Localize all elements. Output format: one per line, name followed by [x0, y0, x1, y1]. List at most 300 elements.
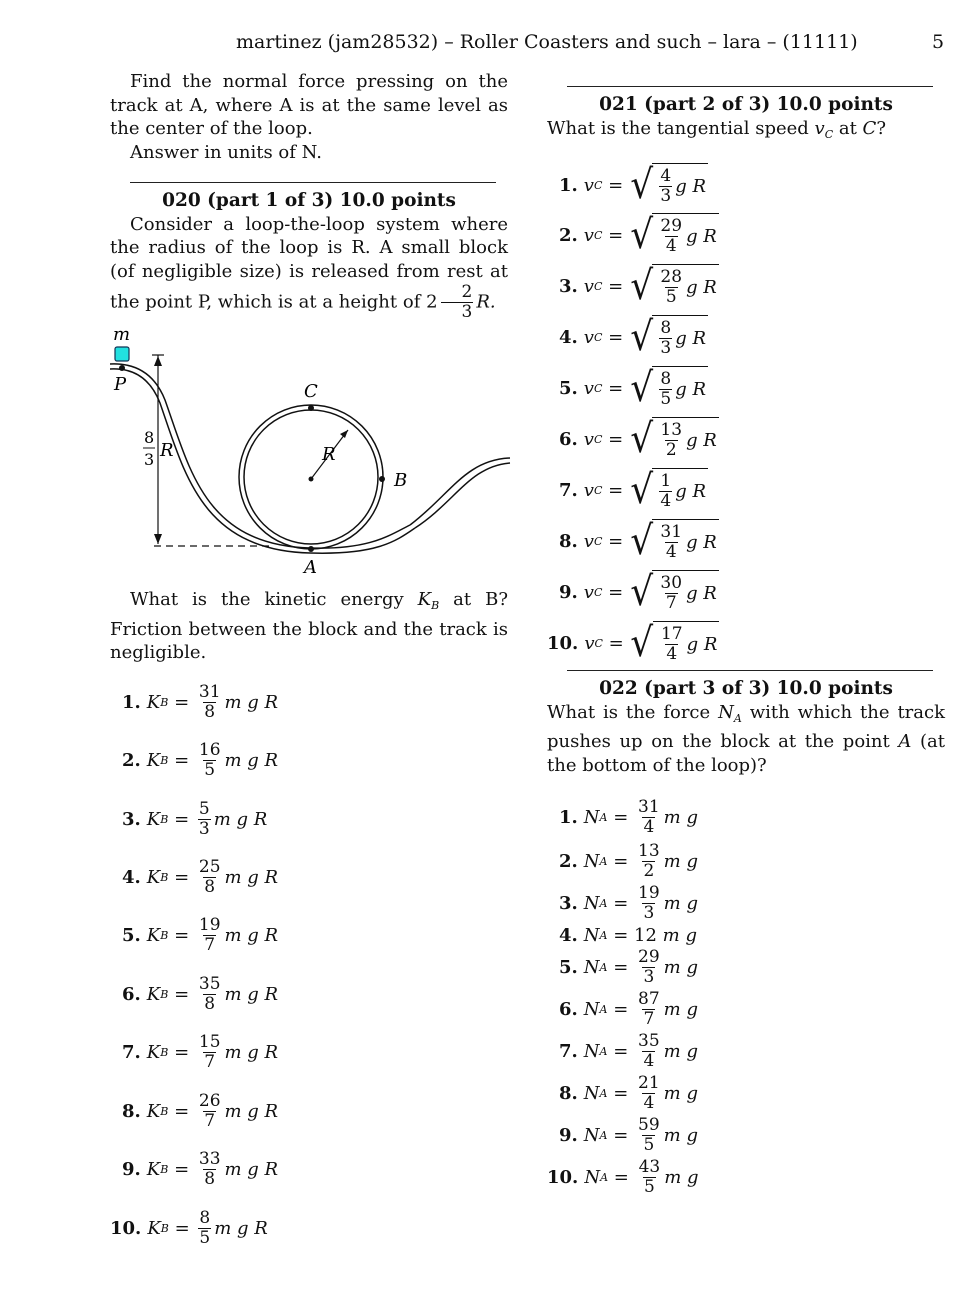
kb-units: m g R — [224, 692, 279, 713]
vc-fraction — [659, 574, 683, 613]
kb-fraction-num: 26 — [198, 1091, 221, 1111]
equals: = — [602, 224, 629, 246]
kb-subscript: B — [160, 1105, 169, 1118]
kb-fraction-num: 8 — [199, 1208, 211, 1228]
kb-fraction-den: 7 — [204, 935, 216, 955]
na-fraction-den: 4 — [643, 817, 655, 837]
kb-fraction-num: 19 — [198, 915, 221, 935]
vc-subscript: C — [593, 534, 603, 548]
section-divider — [130, 182, 496, 183]
option-number: 8. — [559, 1083, 578, 1104]
option-number: 5. — [559, 957, 578, 978]
sqrt-body — [652, 519, 718, 563]
kb-units: m g R — [224, 984, 279, 1005]
vc-units: g R — [686, 583, 717, 604]
na-units: m g — [663, 1041, 698, 1062]
na-fraction — [637, 948, 661, 987]
equals: = — [168, 867, 195, 888]
vc-option[interactable] — [559, 366, 708, 410]
kb-option[interactable] — [110, 1209, 268, 1248]
equals: = — [608, 1167, 635, 1188]
na-fraction-num: 21 — [638, 1073, 660, 1093]
question-021-text: What is the tangential speed $v_C$ at C? — [547, 117, 886, 141]
kb-option[interactable] — [122, 858, 278, 897]
kb-option[interactable] — [122, 800, 267, 839]
vc-subscript: C — [593, 585, 603, 599]
equals: = — [607, 1041, 635, 1062]
vc-symbol: v — [583, 530, 594, 552]
kb-fraction-den: 3 — [198, 819, 210, 839]
na-option[interactable] — [559, 1032, 698, 1071]
track-exit-inner — [415, 463, 510, 528]
option-number: 9. — [122, 1159, 141, 1180]
equals: = — [602, 377, 629, 399]
kb-symbol: K — [147, 1218, 161, 1239]
option-number: 4. — [559, 326, 578, 348]
label-height-num: 8 — [144, 428, 155, 447]
vc-fraction-num: 30 — [660, 573, 683, 593]
kb-fraction-den: 7 — [204, 1111, 216, 1131]
na-option[interactable] — [547, 1158, 699, 1197]
sqrt — [629, 621, 719, 665]
option-number: 5. — [122, 925, 141, 946]
vc-units: g R — [675, 328, 707, 349]
intro-paragraph: Find the normal force pressing on the track at A, where A is at the same level as the center of the loop. — [110, 71, 508, 139]
vc-fraction-num: 13 — [660, 420, 683, 440]
equals: = — [168, 1042, 195, 1063]
option-number: 6. — [559, 428, 578, 450]
na-fraction-den: 3 — [643, 967, 655, 987]
na-subscript: A — [599, 1003, 608, 1016]
right-column — [547, 70, 945, 146]
vc-option[interactable] — [559, 468, 708, 512]
option-number: 8. — [559, 530, 578, 552]
na-symbol: N — [583, 957, 600, 978]
na-option[interactable] — [559, 842, 698, 881]
kb-fraction-num: 33 — [198, 1149, 221, 1169]
na-fraction-num: 29 — [638, 947, 660, 967]
kb-subscript: B — [160, 1222, 169, 1235]
vc-fraction-num: 31 — [660, 522, 683, 542]
label-A: A — [304, 557, 317, 578]
option-number: 2. — [559, 851, 578, 872]
equals: = — [607, 893, 635, 914]
kb-symbol: K — [146, 1159, 161, 1180]
sqrt — [629, 417, 719, 461]
sqrt-body — [652, 417, 718, 461]
vc-fraction-den: 7 — [665, 593, 677, 613]
na-symbol: N — [583, 893, 600, 914]
center-dot — [309, 477, 314, 482]
na-fraction-den: 4 — [643, 1051, 655, 1071]
kb-option[interactable] — [122, 916, 278, 955]
sqrt — [629, 366, 708, 410]
kb-symbol: K — [146, 809, 161, 830]
vc-fraction-den: 4 — [665, 542, 677, 562]
na-subscript: A — [600, 1171, 609, 1184]
kb-units: m g R — [224, 1101, 279, 1122]
question-020-end: R. — [476, 291, 496, 313]
kb-symbol: K — [146, 750, 161, 771]
sqrt-sign: √ — [630, 314, 654, 360]
sqrt — [629, 213, 719, 257]
kb-subscript: B — [160, 754, 169, 767]
na-option[interactable] — [559, 1074, 698, 1113]
vc-fraction — [659, 268, 683, 307]
question-021-heading: 021 (part 2 of 3) 10.0 points — [599, 94, 893, 115]
vc-units: g R — [675, 481, 707, 502]
sqrt-body — [652, 213, 718, 257]
na-fraction — [637, 884, 661, 923]
na-symbol: N — [583, 807, 600, 828]
vc-fraction-den: 4 — [665, 236, 677, 256]
na-symbol: N — [583, 1041, 600, 1062]
option-number: 6. — [559, 999, 578, 1020]
section-divider-022 — [567, 670, 933, 671]
na-fraction — [638, 1158, 662, 1197]
na-units: m g — [663, 893, 698, 914]
na-fraction — [637, 1032, 661, 1071]
equals: = — [607, 925, 635, 946]
vc-units: g R — [686, 634, 718, 655]
equals: = — [607, 999, 635, 1020]
kb-fraction-num: 16 — [198, 740, 221, 760]
sqrt — [629, 163, 708, 207]
kb-fraction-den: 8 — [204, 1169, 216, 1189]
question-020-prompt — [110, 588, 508, 665]
sqrt — [629, 468, 708, 512]
vc-subscript: C — [593, 381, 603, 395]
vc-symbol: v — [583, 479, 594, 501]
vc-fraction-den: 5 — [665, 287, 677, 307]
na-symbol: N — [583, 1083, 600, 1104]
equals: = — [168, 1101, 195, 1122]
kb-units: m g R — [224, 1159, 279, 1180]
option-number: 1. — [559, 807, 578, 828]
vc-symbol: v — [584, 632, 595, 654]
na-option[interactable] — [559, 948, 698, 987]
question-020-body: Consider a loop-the-loop system where the radius of the loop is R. A small block (of negligible size) is released from rest at the point P, which is at a height of 2 — [110, 213, 508, 313]
na-units: m g — [663, 999, 698, 1020]
na-subscript: A — [599, 811, 608, 824]
na-fraction-den: 5 — [643, 1135, 655, 1155]
sqrt-body — [652, 570, 718, 614]
kb-fraction-den: 8 — [204, 877, 216, 897]
label-height-R: R — [160, 440, 174, 461]
equals: = — [602, 479, 629, 501]
height-arrow-up — [154, 356, 162, 366]
vc-subscript: C — [593, 330, 603, 344]
option-number: 1. — [559, 174, 578, 196]
vc-fraction — [659, 523, 683, 562]
na-option[interactable] — [559, 990, 698, 1029]
kb-fraction-num: 25 — [198, 857, 221, 877]
option-number: 7. — [559, 1041, 578, 1062]
vc-fraction-num: 29 — [660, 216, 683, 236]
kb-option[interactable] — [122, 683, 278, 722]
option-number: 2. — [559, 224, 578, 246]
na-units: m g — [663, 1083, 698, 1104]
na-units: m g — [663, 807, 698, 828]
height-arrow-down — [154, 534, 162, 544]
kb-fraction — [198, 916, 222, 955]
kb-symbol: K — [146, 692, 161, 713]
question-020-text — [110, 213, 508, 323]
na-units: m g — [664, 1167, 699, 1188]
vc-fraction — [659, 370, 672, 409]
kb-symbol: K — [146, 925, 161, 946]
na-units: m g — [662, 925, 697, 946]
point-B-dot — [379, 476, 385, 482]
kb-fraction-den: 5 — [199, 1228, 211, 1248]
vc-symbol: v — [583, 581, 594, 603]
equals: = — [168, 1218, 196, 1239]
kb-symbol: K — [146, 1042, 161, 1063]
na-fraction-num: 31 — [638, 797, 660, 817]
vc-fraction-num: 28 — [660, 267, 683, 287]
na-symbol: N — [583, 851, 600, 872]
kb-fraction — [198, 858, 222, 897]
kb-option[interactable] — [122, 1150, 278, 1189]
equals: = — [168, 1159, 195, 1180]
track-inner — [110, 369, 415, 553]
vc-option[interactable] — [559, 315, 708, 359]
label-C: C — [304, 381, 318, 402]
na-subscript: A — [599, 1045, 608, 1058]
vc-option[interactable] — [559, 519, 719, 563]
equals: = — [602, 581, 629, 603]
vc-subscript: C — [593, 432, 603, 446]
sqrt-sign: √ — [630, 263, 654, 309]
sqrt — [629, 264, 719, 308]
na-symbol: N — [583, 999, 600, 1020]
vc-subscript: C — [593, 279, 603, 293]
vc-fraction — [659, 421, 683, 460]
option-number: 3. — [122, 809, 141, 830]
q020-prompt-post: at B? Friction between the block and the track is negligible. — [110, 589, 508, 663]
question-020-heading: 020 (part 1 of 3) 10.0 points — [162, 190, 456, 211]
option-number: 9. — [559, 581, 578, 603]
vc-fraction-num: 4 — [660, 166, 672, 186]
kb-fraction-den: 8 — [204, 994, 216, 1014]
label-m: m — [113, 324, 131, 345]
na-fraction — [637, 842, 661, 881]
equals: = — [607, 851, 635, 872]
kb-fraction-num: 31 — [198, 682, 221, 702]
kb-fraction-num: 35 — [198, 974, 221, 994]
sqrt-body — [652, 264, 718, 308]
option-number: 10. — [547, 632, 579, 654]
option-number: 7. — [122, 1042, 141, 1063]
na-fraction-den: 4 — [643, 1093, 655, 1113]
na-fraction-num: 13 — [638, 841, 660, 861]
label-P: P — [114, 374, 127, 395]
kb-fraction — [198, 1033, 222, 1072]
na-subscript: A — [599, 961, 608, 974]
option-number: 5. — [559, 377, 578, 399]
sqrt-sign: √ — [630, 569, 654, 615]
vc-fraction-num: 17 — [660, 624, 683, 644]
intro-answer-units: Answer in units of N. — [130, 141, 322, 163]
kb-symbol: K — [146, 984, 161, 1005]
kb-option[interactable] — [122, 1033, 278, 1072]
sqrt-sign: √ — [630, 518, 654, 564]
vc-symbol: v — [583, 377, 594, 399]
point-C-dot — [308, 405, 314, 411]
vc-units: g R — [686, 277, 717, 298]
vc-option[interactable] — [559, 417, 719, 461]
option-number: 3. — [559, 893, 578, 914]
kb-units: m g R — [224, 750, 279, 771]
vc-fraction-num: 8 — [660, 318, 672, 338]
kb-fraction-num: 15 — [198, 1032, 221, 1052]
na-fraction-den: 7 — [643, 1009, 655, 1029]
vc-units: g R — [686, 226, 717, 247]
vc-fraction-den: 3 — [660, 338, 672, 358]
kb-option[interactable] — [122, 975, 278, 1014]
sqrt-sign: √ — [630, 365, 654, 411]
vc-fraction — [659, 167, 672, 206]
equals: = — [602, 530, 629, 552]
vc-option[interactable] — [559, 570, 719, 614]
block-mass — [115, 347, 129, 361]
sqrt-body — [653, 621, 719, 665]
na-subscript: A — [599, 1129, 608, 1142]
equals: = — [602, 275, 629, 297]
sqrt-sign: √ — [630, 620, 654, 666]
option-number: 4. — [122, 867, 141, 888]
page-number: 5 — [932, 31, 945, 53]
height-fraction — [441, 283, 474, 322]
kb-symbol: K — [146, 1101, 161, 1122]
na-fraction-num: 59 — [638, 1115, 660, 1135]
vc-subscript: C — [593, 228, 603, 242]
equals: = — [168, 984, 195, 1005]
vc-units: g R — [686, 430, 717, 451]
na-option[interactable] — [559, 925, 697, 946]
vc-option[interactable] — [559, 213, 719, 257]
kb-fraction — [198, 741, 222, 780]
height-fraction-den: 3 — [441, 302, 474, 322]
page-header — [0, 31, 958, 55]
na-fraction — [637, 798, 661, 837]
vc-symbol: v — [583, 326, 594, 348]
sqrt — [629, 519, 719, 563]
kb-fraction — [198, 975, 222, 1014]
na-symbol: N — [584, 1167, 601, 1188]
vc-fraction — [659, 217, 683, 256]
sqrt-body — [652, 163, 708, 207]
vc-subscript: C — [593, 178, 603, 192]
vc-symbol: v — [583, 174, 594, 196]
kb-fraction-den: 8 — [204, 702, 216, 722]
vc-subscript: C — [593, 483, 603, 497]
vc-symbol: v — [583, 224, 594, 246]
na-whole: 12 — [634, 925, 663, 946]
equals: = — [168, 692, 195, 713]
kb-units: m g R — [224, 925, 279, 946]
kb-option[interactable] — [122, 1092, 278, 1131]
na-units: m g — [663, 957, 698, 978]
na-units: m g — [663, 851, 698, 872]
na-fraction-num: 43 — [638, 1157, 661, 1177]
equals: = — [602, 174, 629, 196]
kb-subscript: B — [160, 696, 169, 709]
equals: = — [607, 1125, 635, 1146]
question-022-heading: 022 (part 3 of 3) 10.0 points — [599, 678, 893, 699]
na-subscript: A — [599, 929, 608, 942]
label-height-den: 3 — [144, 450, 155, 469]
equals: = — [607, 807, 635, 828]
vc-option[interactable] — [547, 621, 719, 665]
sqrt — [629, 570, 719, 614]
equals: = — [168, 809, 195, 830]
q020-prompt-pre: What is the kinetic energy — [130, 589, 418, 610]
vc-fraction-den: 5 — [660, 389, 672, 409]
kb-option[interactable] — [122, 741, 278, 780]
na-option[interactable] — [559, 1116, 698, 1155]
option-number: 2. — [122, 750, 141, 771]
option-number: 7. — [559, 479, 578, 501]
height-fraction-num: 2 — [461, 282, 473, 302]
label-B: B — [394, 470, 408, 491]
kb-units: m g R — [224, 867, 279, 888]
sqrt-body — [652, 315, 708, 359]
kb-subscript: B — [160, 929, 169, 942]
equals: = — [168, 750, 195, 771]
section-divider-021 — [567, 86, 933, 87]
vc-symbol: v — [583, 275, 594, 297]
vc-option[interactable] — [559, 163, 708, 207]
kb-fraction-num: 5 — [198, 799, 210, 819]
equals: = — [602, 632, 630, 654]
kb-fraction — [198, 1150, 222, 1189]
kb-subscript: B — [160, 988, 169, 1001]
sqrt-sign: √ — [630, 162, 654, 208]
option-number: 3. — [559, 275, 578, 297]
na-option[interactable] — [559, 884, 698, 923]
question-020-prompt-text: What is the kinetic energy $K_B$ at B? Friction between the block and the track is negligible. — [110, 589, 508, 663]
vc-units: g R — [686, 532, 717, 553]
option-number: 6. — [122, 984, 141, 1005]
vc-fraction-den: 4 — [666, 644, 678, 664]
vc-fraction-num: 1 — [660, 471, 672, 491]
loop-the-loop-figure — [110, 320, 520, 580]
kb-units: m g R — [224, 1042, 279, 1063]
na-option[interactable] — [559, 798, 698, 837]
sqrt-sign: √ — [630, 416, 654, 462]
option-number: 8. — [122, 1101, 141, 1122]
vc-option[interactable] — [559, 264, 719, 308]
kb-subscript: B — [160, 1163, 169, 1176]
vc-subscript: C — [594, 636, 603, 650]
na-subscript: A — [599, 1087, 608, 1100]
vc-fraction — [660, 625, 684, 664]
point-P-dot — [119, 365, 125, 371]
equals: = — [602, 326, 629, 348]
na-fraction-den: 5 — [643, 1177, 655, 1197]
vc-units: g R — [675, 176, 707, 197]
point-A-dot — [308, 546, 314, 552]
label-R-radius: R — [322, 444, 336, 465]
page-header-title: martinez (jam28532) – Roller Coasters and such – lara – (11111) — [236, 31, 858, 53]
radius-arrowhead — [340, 430, 348, 438]
left-column — [110, 70, 508, 322]
kb-subscript: B — [160, 813, 169, 826]
equals: = — [607, 1083, 635, 1104]
option-number: 9. — [559, 1125, 578, 1146]
na-fraction-den: 3 — [643, 903, 655, 923]
